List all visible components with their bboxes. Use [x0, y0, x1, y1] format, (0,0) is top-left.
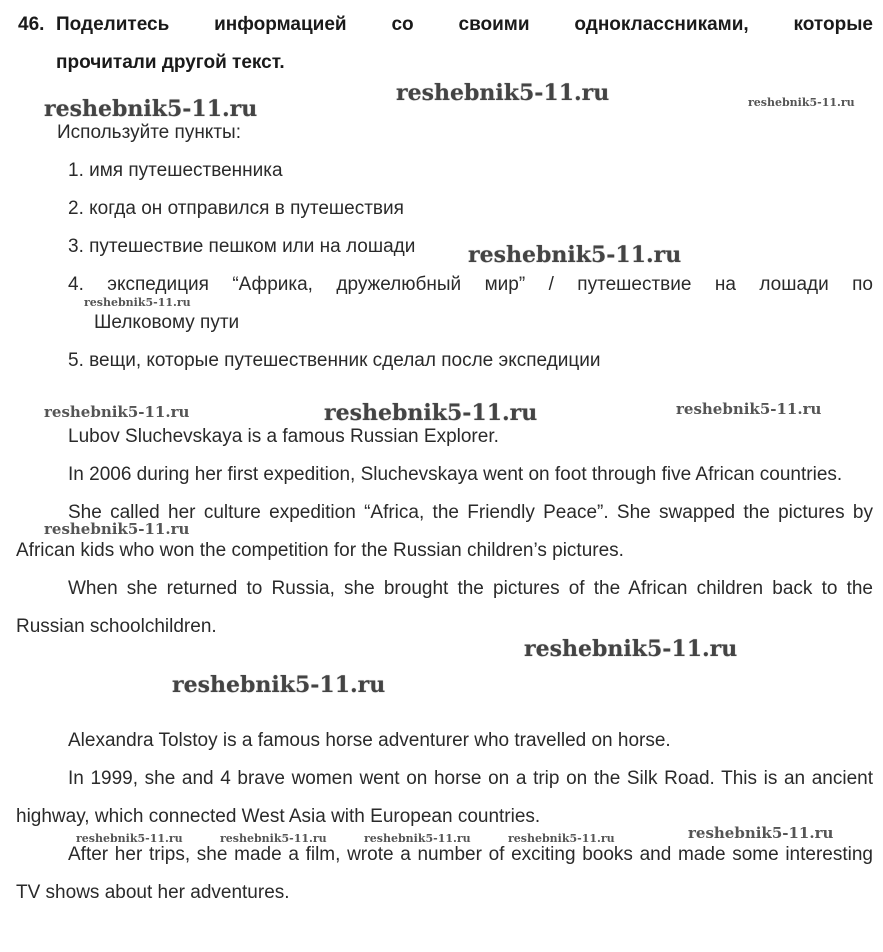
watermark: reshebnik5-11.ru — [324, 400, 538, 426]
point-item: 2. когда он отправился в путешествия — [68, 198, 404, 219]
watermark: reshebnik5-11.ru — [468, 242, 682, 268]
watermark: reshebnik5-11.ru — [396, 80, 610, 106]
watermark: reshebnik5-11.ru — [172, 672, 386, 698]
task-number: 46. — [18, 14, 45, 35]
watermark: reshebnik5-11.ru — [364, 832, 471, 845]
point-item-continuation: Шелковому пути — [94, 312, 240, 333]
task-instruction-line-2: прочитали другой текст. — [56, 52, 285, 73]
paragraph: Lubov Sluchevskaya is a famous Russian Explorer. — [68, 426, 499, 447]
text-block-tolstoy — [16, 722, 873, 912]
point-item: 5. вещи, которые путешественник сделал после экспедиции — [68, 350, 601, 371]
watermark: reshebnik5-11.ru — [220, 832, 327, 845]
paragraph: After her trips, she made a film, wrote a number of exciting books and made some interesting TV shows about her adventures. — [16, 844, 873, 903]
watermark: reshebnik5-11.ru — [508, 832, 615, 845]
paragraph: Alexandra Tolstoy is a famous horse adventurer who travelled on horse. — [68, 730, 671, 751]
watermark: reshebnik5-11.ru — [676, 400, 822, 418]
watermark: reshebnik5-11.ru — [688, 824, 834, 842]
watermark: reshebnik5-11.ru — [76, 832, 183, 845]
watermark: reshebnik5-11.ru — [44, 520, 190, 538]
points-intro: Используйте пункты: — [57, 122, 241, 143]
watermark: reshebnik5-11.ru — [44, 96, 258, 122]
paragraph: In 1999, she and 4 brave women went on horse on a trip on the Silk Road. This is an ancient highway, which connected West Asia with European countries. — [16, 768, 873, 827]
paragraph: In 2006 during her first expedition, Sluchevskaya went on foot through five African countries. — [68, 464, 843, 485]
point-item-line: 4. экспедиция “Африка, дружелюбный мир” / путешествие на лошади по — [68, 274, 873, 295]
paragraph: She called her culture expedition “Africa, the Friendly Peace”. She swapped the pictures by African kids who won the competition for the Russian children’s pictures. — [16, 502, 873, 561]
point-item: 3. путешествие пешком или на лошади — [68, 236, 416, 257]
watermark: reshebnik5-11.ru — [44, 403, 190, 421]
task-instruction-line-1: Поделитесь информацией со своими одноклассниками, которые — [56, 14, 873, 35]
watermark: reshebnik5-11.ru — [524, 636, 738, 662]
point-item: 1. имя путешественника — [68, 160, 283, 181]
paragraph: When she returned to Russia, she brought the pictures of the African children back to the Russian schoolchildren. — [16, 578, 873, 637]
watermark: reshebnik5-11.ru — [748, 96, 855, 109]
watermark: reshebnik5-11.ru — [84, 296, 191, 309]
